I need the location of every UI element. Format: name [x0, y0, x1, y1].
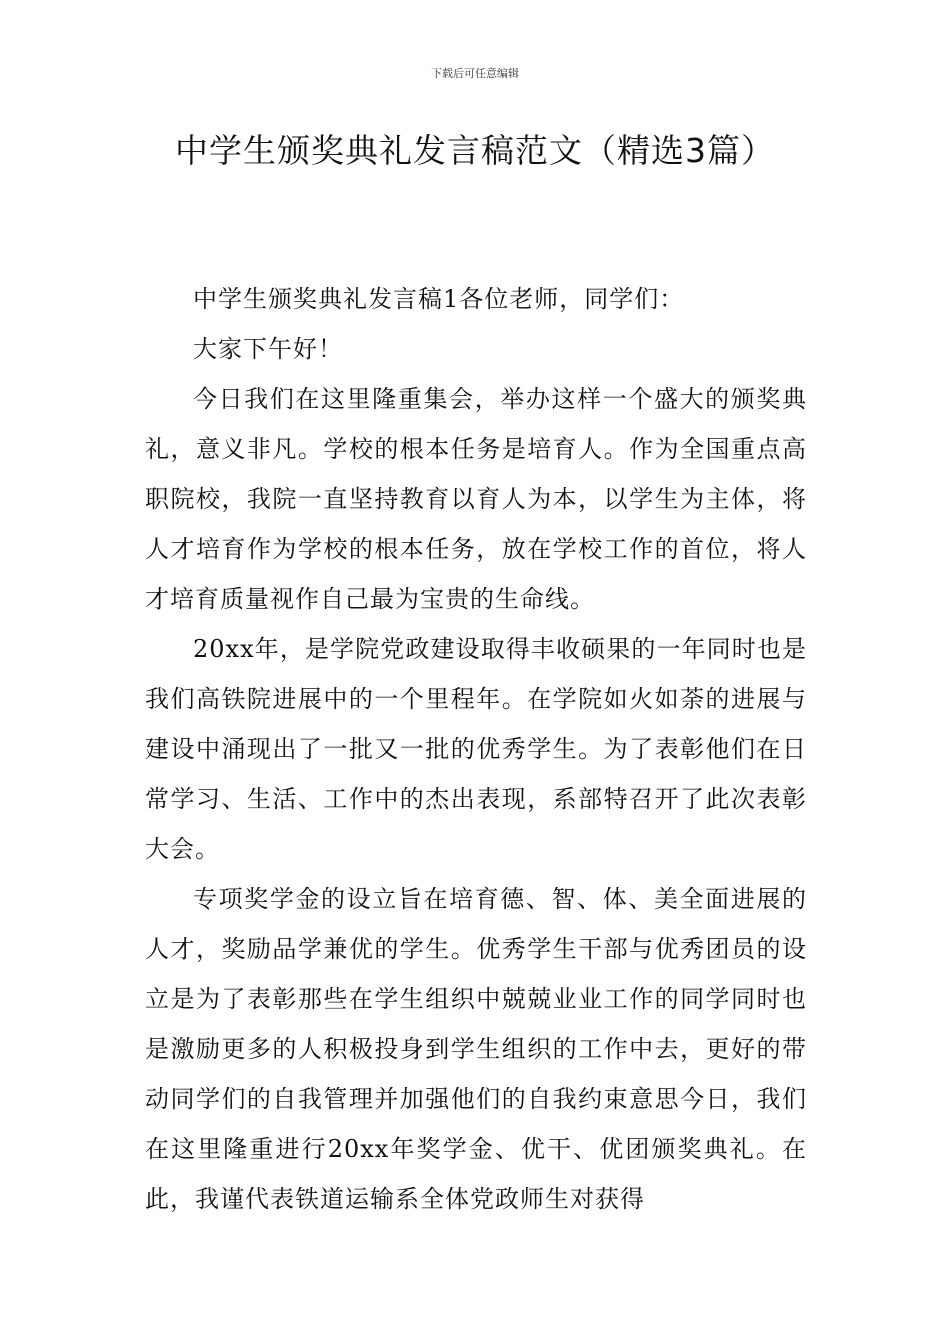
- paragraph-greeting: 中学生颁奖典礼发言稿1各位老师，同学们：: [193, 285, 685, 313]
- paragraph-year-review: 20xx年，是学院党政建设取得丰收硕果的一年同时也是我们高铁院进展中的一个里程年。在学院如火如荼的进展与建设中涌现出了一批又一批的优秀学生。为了表彰他们在日常学习、生活、工作中的杰出表现，系部特召开了此次表彰大会。: [145, 635, 807, 863]
- document-title: 中学生颁奖典礼发言稿范文（精选3篇）: [175, 131, 775, 170]
- paragraph-salutation: 大家下午好！: [193, 335, 343, 363]
- paragraph-intro: 今日我们在这里隆重集会，举办这样一个盛大的颁奖典礼，意义非凡。学校的根本任务是培育人。作为全国重点高职院校，我院一直坚持教育以育人为本，以学生为主体，将人才培育作为学校的根本任务，放在学校工作的首位，将人才培育质量视作自己最为宝贵的生命线。: [145, 385, 807, 613]
- header-note: 下载后可任意编辑: [431, 67, 519, 80]
- document-body: [145, 274, 807, 1224]
- paragraph-scholarship: 专项奖学金的设立旨在培育德、智、体、美全面进展的人才，奖励品学兼优的学生。优秀学生干部与优秀团员的设立是为了表彰那些在学生组织中兢兢业业工作的同学同时也是激励更多的人积极投身到学生组织的工作中去，更好的带动同学们的自我管理并加强他们的自我约束意思今日，我们在这里隆重进行20xx年奖学金、优干、优团颁奖典礼。在此，我谨代表铁道运输系全体党政师生对获得: [145, 885, 807, 1213]
